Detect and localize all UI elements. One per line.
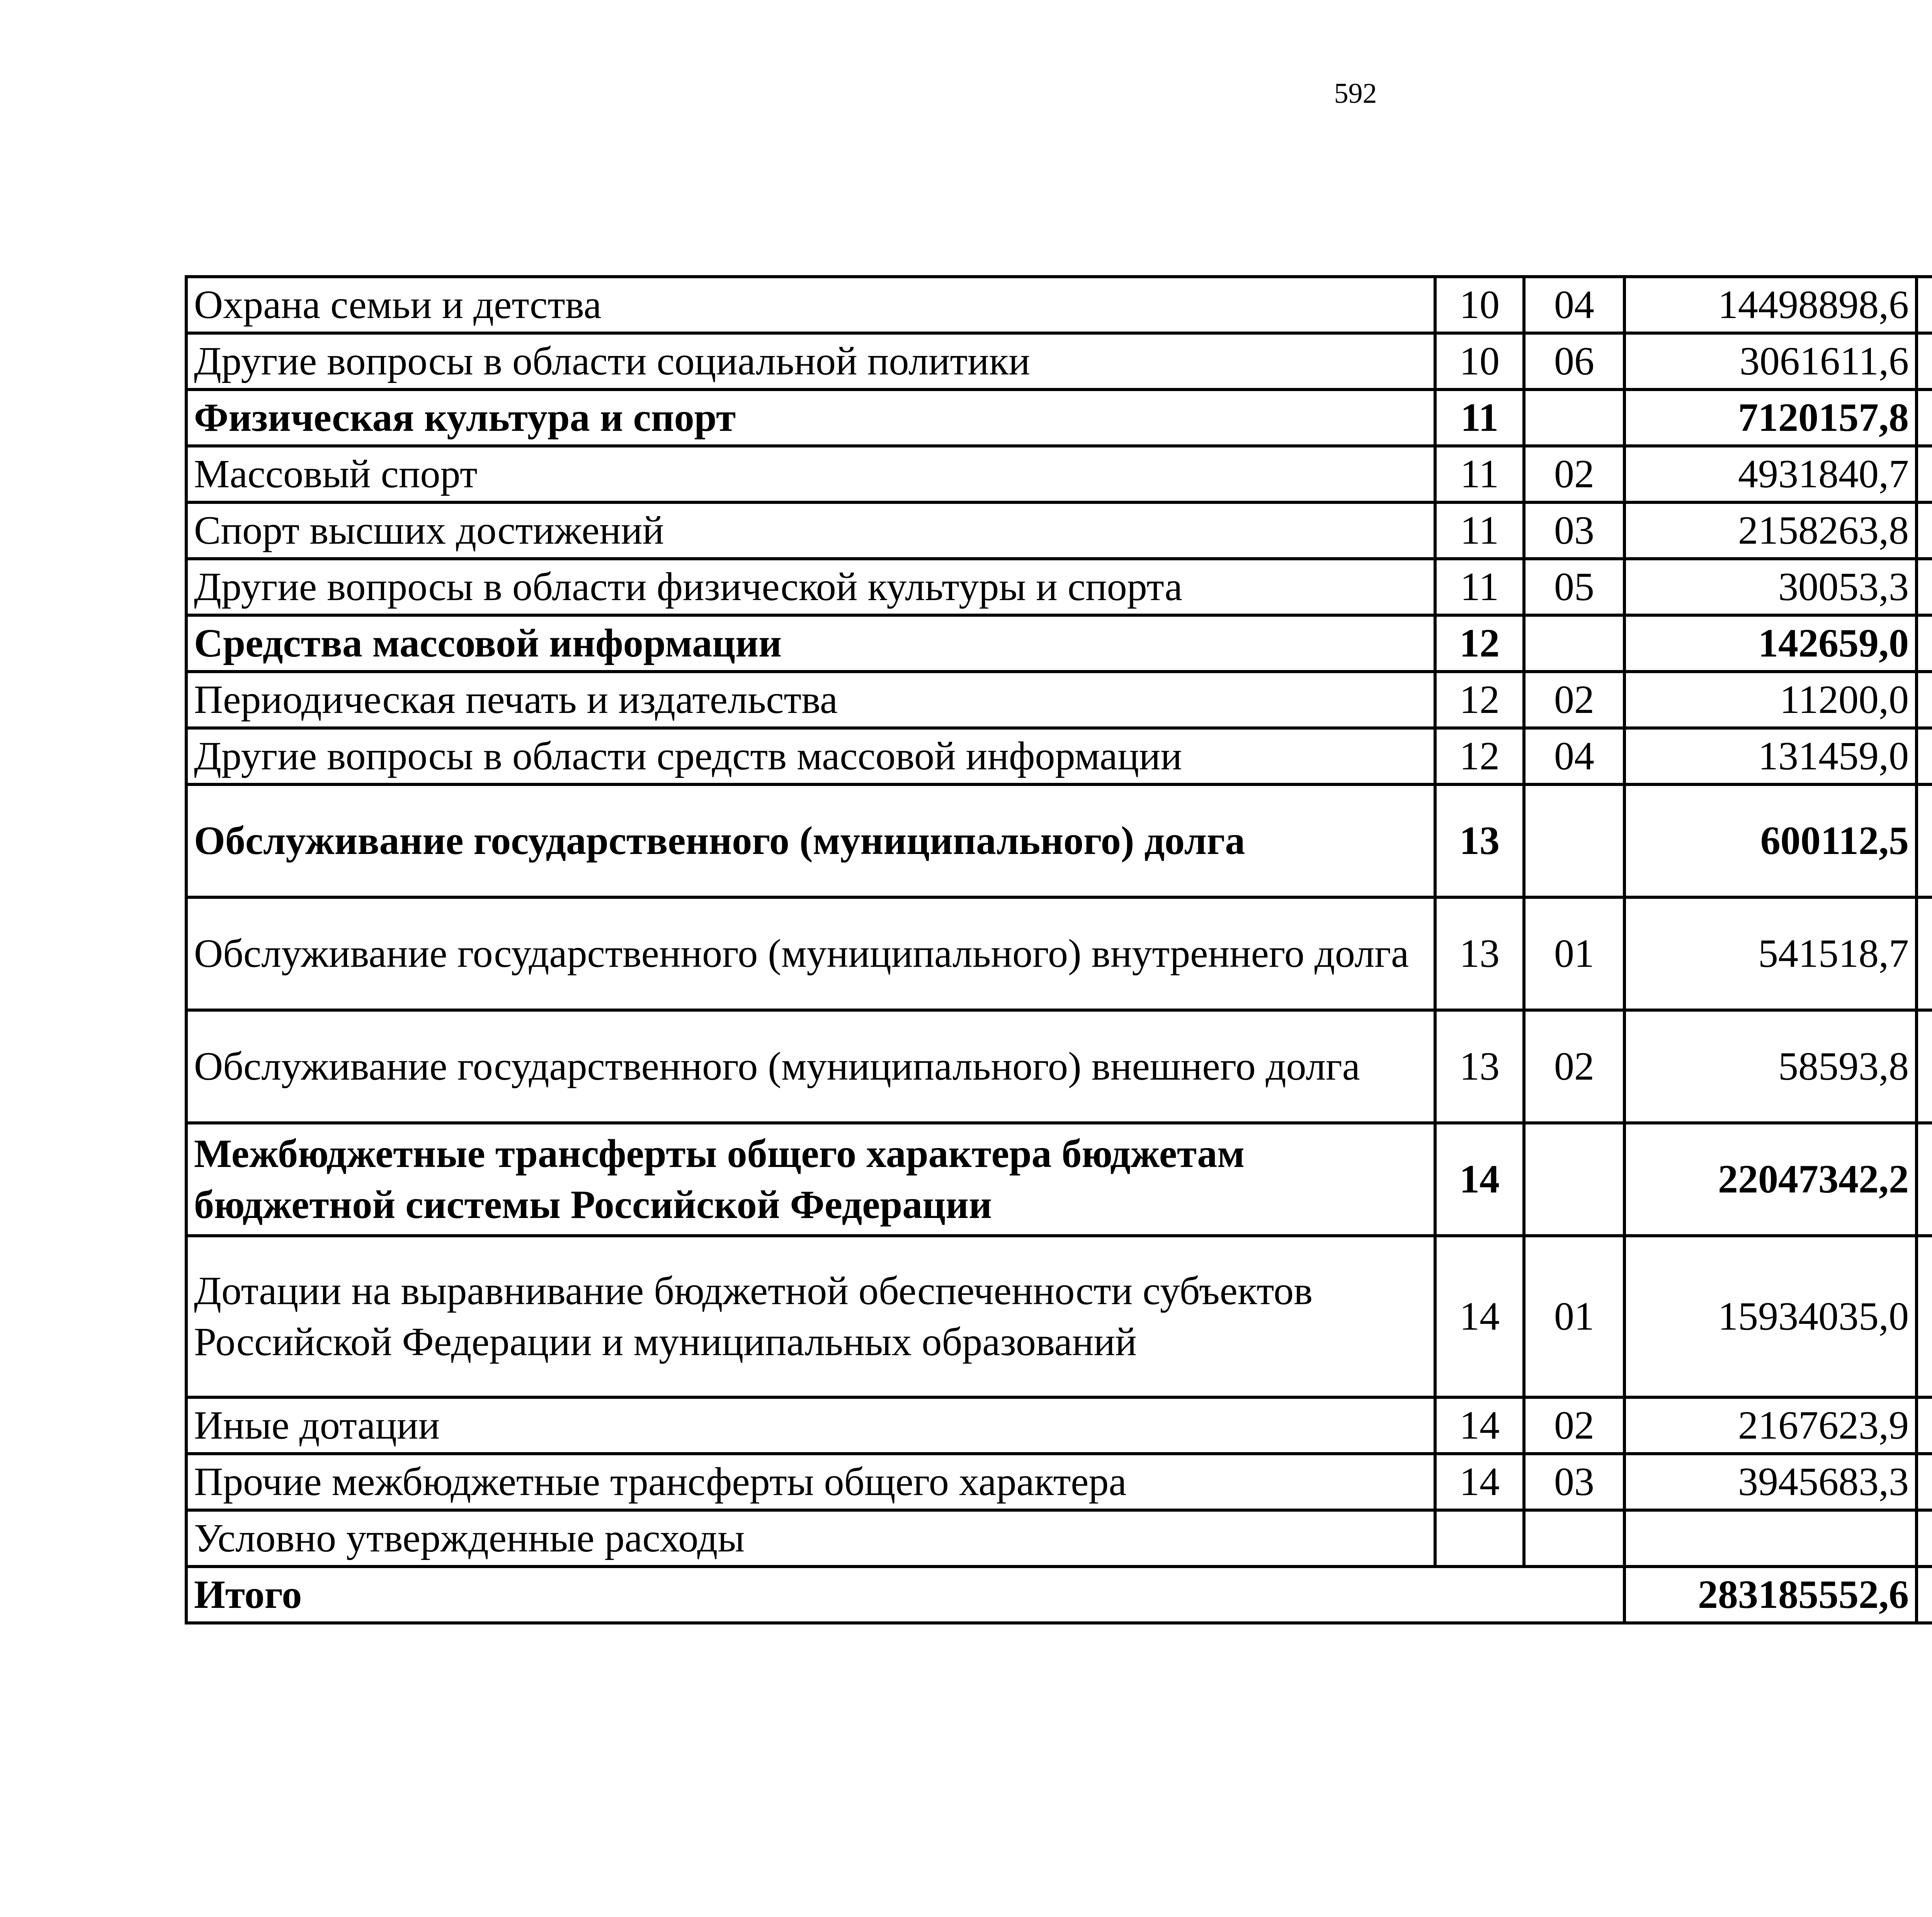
row-value-year2-cell (1917, 1510, 1932, 1567)
row-section-code-cell: 14 (1435, 1123, 1524, 1236)
row-section-code-cell (1435, 1510, 1524, 1567)
row-section-code-cell: 11 (1435, 446, 1524, 502)
row-value-year2-cell (1917, 728, 1932, 784)
table-row (186, 1236, 1932, 1397)
row-name-cell: Массовый спорт (186, 446, 1435, 502)
row-value-year1-cell: 11200,0 (1624, 672, 1917, 728)
row-value-year1-cell: 30053,3 (1624, 559, 1917, 615)
table-row (186, 502, 1932, 559)
row-subsection-code-cell: 02 (1524, 672, 1624, 728)
row-subsection-code-cell: 02 (1524, 1010, 1624, 1123)
row-section-code-cell: 12 (1435, 728, 1524, 784)
row-value-year2-cell (1917, 897, 1932, 1010)
row-section-code-cell: 12 (1435, 615, 1524, 672)
row-value-year1-cell: 541518,7 (1624, 897, 1917, 1010)
total-value-year2 (1917, 1567, 1932, 1623)
table-row (186, 1123, 1932, 1236)
row-value-year2-cell (1917, 672, 1932, 728)
row-name-cell: Иные дотации (186, 1397, 1435, 1454)
row-value-year2-cell (1917, 784, 1932, 897)
total-row (186, 1567, 1932, 1623)
row-name-cell: Физическая культура и спорт (186, 390, 1435, 446)
row-section-code-cell: 14 (1435, 1454, 1524, 1510)
budget-table-body (186, 277, 1932, 1623)
row-value-year2-cell (1917, 559, 1932, 615)
table-row (186, 1510, 1932, 1567)
row-name-cell: Обслуживание государственного (муниципального) долга (186, 784, 1435, 897)
page-number: 592 (1334, 78, 1377, 109)
row-value-year2-cell (1917, 1454, 1932, 1510)
row-value-year1-cell (1624, 1510, 1917, 1567)
row-name-cell: Другие вопросы в области средств массовой информации (186, 728, 1435, 784)
row-value-year1-cell: 7120157,8 (1624, 390, 1917, 446)
row-value-year1-cell: 131459,0 (1624, 728, 1917, 784)
row-name-cell: Охрана семьи и детства (186, 277, 1435, 333)
row-value-year1-cell: 58593,8 (1624, 1010, 1917, 1123)
row-name-cell: Условно утвержденные расходы (186, 1510, 1435, 1567)
row-subsection-code-cell: 01 (1524, 1236, 1624, 1397)
row-value-year1-cell: 3061611,6 (1624, 333, 1917, 390)
row-section-code-cell: 10 (1435, 333, 1524, 390)
row-value-year1-cell: 600112,5 (1624, 784, 1917, 897)
row-subsection-code-cell: 02 (1524, 1397, 1624, 1454)
row-section-code-cell: 10 (1435, 277, 1524, 333)
row-section-code-cell: 13 (1435, 897, 1524, 1010)
row-value-year2-cell (1917, 390, 1932, 446)
budget-table (185, 275, 1932, 1624)
row-section-code-cell: 11 (1435, 559, 1524, 615)
row-name-cell: Дотации на выравнивание бюджетной обеспеченности субъектов Российской Федерации и муниципальных образований (186, 1236, 1435, 1397)
row-value-year2-cell (1917, 1123, 1932, 1236)
row-value-year1-cell: 15934035,0 (1624, 1236, 1917, 1397)
table-row (186, 784, 1932, 897)
row-subsection-code-cell: 04 (1524, 277, 1624, 333)
row-name-cell: Спорт высших достижений (186, 502, 1435, 559)
row-value-year2-cell (1917, 502, 1932, 559)
table-row (186, 615, 1932, 672)
row-subsection-code-cell: 05 (1524, 559, 1624, 615)
total-value-year1: 283185552,6 (1624, 1567, 1917, 1623)
row-value-year1-cell: 3945683,3 (1624, 1454, 1917, 1510)
row-name-cell: Прочие межбюджетные трансферты общего характера (186, 1454, 1435, 1510)
row-subsection-code-cell (1524, 390, 1624, 446)
row-name-cell: Другие вопросы в области физической культуры и спорта (186, 559, 1435, 615)
table-row (186, 1454, 1932, 1510)
row-subsection-code-cell (1524, 1510, 1624, 1567)
row-value-year2-cell (1917, 333, 1932, 390)
row-section-code-cell: 14 (1435, 1236, 1524, 1397)
row-subsection-code-cell: 06 (1524, 333, 1624, 390)
row-subsection-code-cell: 03 (1524, 502, 1624, 559)
row-value-year2-cell (1917, 1236, 1932, 1397)
row-value-year2-cell (1917, 1010, 1932, 1123)
table-row (186, 672, 1932, 728)
row-subsection-code-cell: 04 (1524, 728, 1624, 784)
row-name-cell: Средства массовой информации (186, 615, 1435, 672)
table-row (186, 897, 1932, 1010)
row-name-cell: Обслуживание государственного (муниципального) внешнего долга (186, 1010, 1435, 1123)
table-row (186, 728, 1932, 784)
row-section-code-cell: 13 (1435, 1010, 1524, 1123)
row-subsection-code-cell (1524, 1123, 1624, 1236)
row-section-code-cell: 11 (1435, 502, 1524, 559)
row-section-code-cell: 13 (1435, 784, 1524, 897)
row-value-year1-cell: 2167623,9 (1624, 1397, 1917, 1454)
table-row (186, 390, 1932, 446)
table-row (186, 1397, 1932, 1454)
table-row (186, 277, 1932, 333)
row-section-code-cell: 11 (1435, 390, 1524, 446)
table-row (186, 446, 1932, 502)
table-row (186, 333, 1932, 390)
row-name-cell: Другие вопросы в области социальной политики (186, 333, 1435, 390)
row-value-year1-cell: 2158263,8 (1624, 502, 1917, 559)
row-subsection-code-cell: 01 (1524, 897, 1624, 1010)
row-subsection-code-cell: 03 (1524, 1454, 1624, 1510)
row-name-cell: Периодическая печать и издательства (186, 672, 1435, 728)
row-value-year2-cell (1917, 277, 1932, 333)
row-value-year1-cell: 22047342,2 (1624, 1123, 1917, 1236)
row-subsection-code-cell (1524, 784, 1624, 897)
row-subsection-code-cell (1524, 615, 1624, 672)
row-name-cell: Обслуживание государственного (муниципального) внутреннего долга (186, 897, 1435, 1010)
row-subsection-code-cell: 02 (1524, 446, 1624, 502)
row-value-year2-cell (1917, 446, 1932, 502)
table-row (186, 1010, 1932, 1123)
row-value-year1-cell: 142659,0 (1624, 615, 1917, 672)
row-value-year1-cell: 14498898,6 (1624, 277, 1917, 333)
table-row (186, 559, 1932, 615)
row-value-year2-cell (1917, 1397, 1932, 1454)
row-section-code-cell: 12 (1435, 672, 1524, 728)
row-name-cell: Межбюджетные трансферты общего характера бюджетам бюджетной системы Российской Федерации (186, 1123, 1435, 1236)
row-value-year2-cell (1917, 615, 1932, 672)
row-section-code-cell: 14 (1435, 1397, 1524, 1454)
row-value-year1-cell: 4931840,7 (1624, 446, 1917, 502)
total-label: Итого (186, 1567, 1624, 1623)
